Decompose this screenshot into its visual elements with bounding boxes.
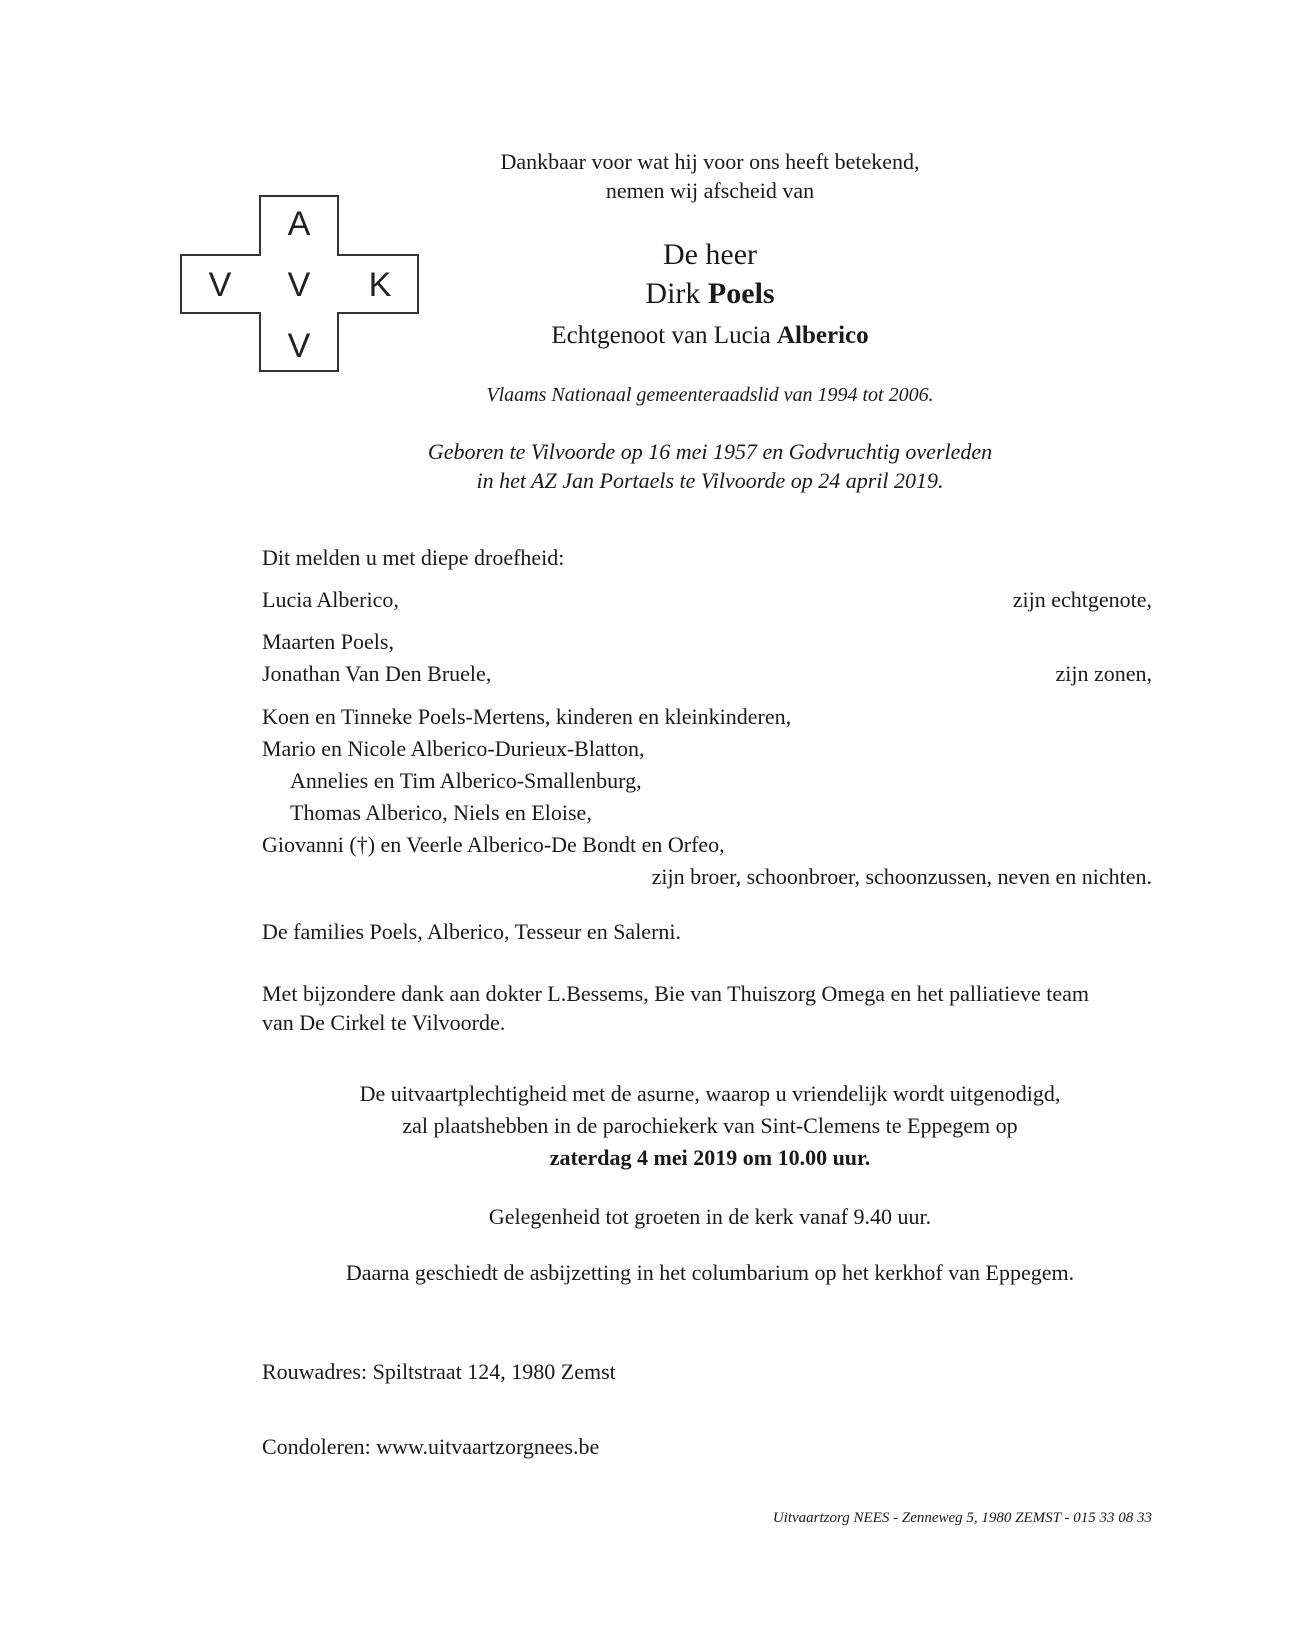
ceremony-line-2: zal plaatshebben in de parochiekerk van Sint-Clemens te Eppegem op bbox=[402, 1113, 1018, 1138]
spouse-last-name: Alberico bbox=[776, 322, 869, 349]
families-line: De families Poels, Alberico, Tesseur en Salerni. bbox=[262, 919, 682, 944]
deceased-name bbox=[260, 275, 1160, 313]
salutation: De heer bbox=[662, 238, 758, 271]
sons-relation: zijn zonen, bbox=[1055, 661, 1152, 686]
intro-line-1: Dankbaar voor wat hij voor ons heeft betekend, bbox=[500, 149, 920, 174]
relatives-relation: zijn broer, schoonbroer, schoonzussen, neven en nichten. bbox=[651, 864, 1152, 889]
ceremony-line-1: De uitvaartplechtigheid met de asurne, waarop u vriendelijk wordt uitgenodigd, bbox=[359, 1081, 1061, 1106]
birth-death-text bbox=[260, 437, 1160, 495]
spouse-line bbox=[260, 320, 1160, 352]
family-heading: Dit melden u met diepe droefheid: bbox=[262, 545, 565, 570]
thanks-text bbox=[262, 979, 1152, 1037]
role-line: Vlaams Nationaal gemeenteraadslid van 1994 tot 2006. bbox=[486, 384, 934, 406]
relative-line: Thomas Alberico, Niels en Eloise, bbox=[290, 800, 592, 825]
ceremony-date: zaterdag 4 mei 2019 om 10.00 uur. bbox=[549, 1145, 871, 1170]
condolences-link[interactable]: Condoleren: www.uitvaartzorgnees.be bbox=[262, 1434, 600, 1459]
relative-line: Mario en Nicole Alberico-Durieux-Blatton, bbox=[262, 736, 645, 761]
spouse-relation: zijn echtgenote, bbox=[1012, 587, 1152, 612]
emblem-letter-left: V bbox=[208, 266, 232, 304]
emblem-letter-right: K bbox=[368, 266, 392, 304]
first-name: Dirk bbox=[645, 277, 701, 310]
ceremony-text bbox=[260, 1078, 1160, 1174]
born-line-1: Geboren te Vilvoorde op 16 mei 1957 en Godvruchtig overleden bbox=[427, 439, 993, 464]
emblem-letter-top: A bbox=[287, 205, 311, 243]
spouse-prefix: Echtgenoot van Lucia bbox=[551, 322, 771, 349]
intro-line-2: nemen wij afscheid van bbox=[605, 178, 815, 203]
thanks-line-1: Met bijzondere dank aan dokter L.Bessems, Bie van Thuiszorg Omega en het palliatieve team bbox=[262, 981, 1089, 1006]
funeral-home-footer: Uitvaartzorg NEES - Zenneweg 5, 1980 ZEMST - 015 33 08 33 bbox=[772, 1510, 1152, 1526]
mourning-address: Rouwadres: Spiltstraat 124, 1980 Zemst bbox=[262, 1359, 616, 1384]
interment-line: Daarna geschiedt de asbijzetting in het columbarium op het kerkhof van Eppegem. bbox=[345, 1260, 1075, 1285]
son-name-1: Maarten Poels, bbox=[262, 629, 394, 654]
intro-text bbox=[260, 147, 1160, 205]
relative-line: Giovanni (†) en Veerle Alberico-De Bondt en Orfeo, bbox=[262, 832, 725, 857]
last-name: Poels bbox=[707, 277, 775, 310]
emblem-letter-bottom: V bbox=[287, 327, 311, 365]
greeting-line: Gelegenheid tot groeten in de kerk vanaf 9.40 uur. bbox=[488, 1204, 932, 1229]
relative-line: Koen en Tinneke Poels-Mertens, kinderen en kleinkinderen, bbox=[262, 704, 792, 729]
emblem-letter-center: V bbox=[287, 266, 311, 304]
born-line-2: in het AZ Jan Portaels te Vilvoorde op 24 april 2019. bbox=[476, 468, 944, 493]
spouse-name: Lucia Alberico, bbox=[262, 587, 399, 612]
relative-line: Annelies en Tim Alberico-Smallenburg, bbox=[290, 768, 642, 793]
thanks-line-2: van De Cirkel te Vilvoorde. bbox=[262, 1010, 506, 1035]
son-name-2: Jonathan Van Den Bruele, bbox=[262, 661, 492, 686]
